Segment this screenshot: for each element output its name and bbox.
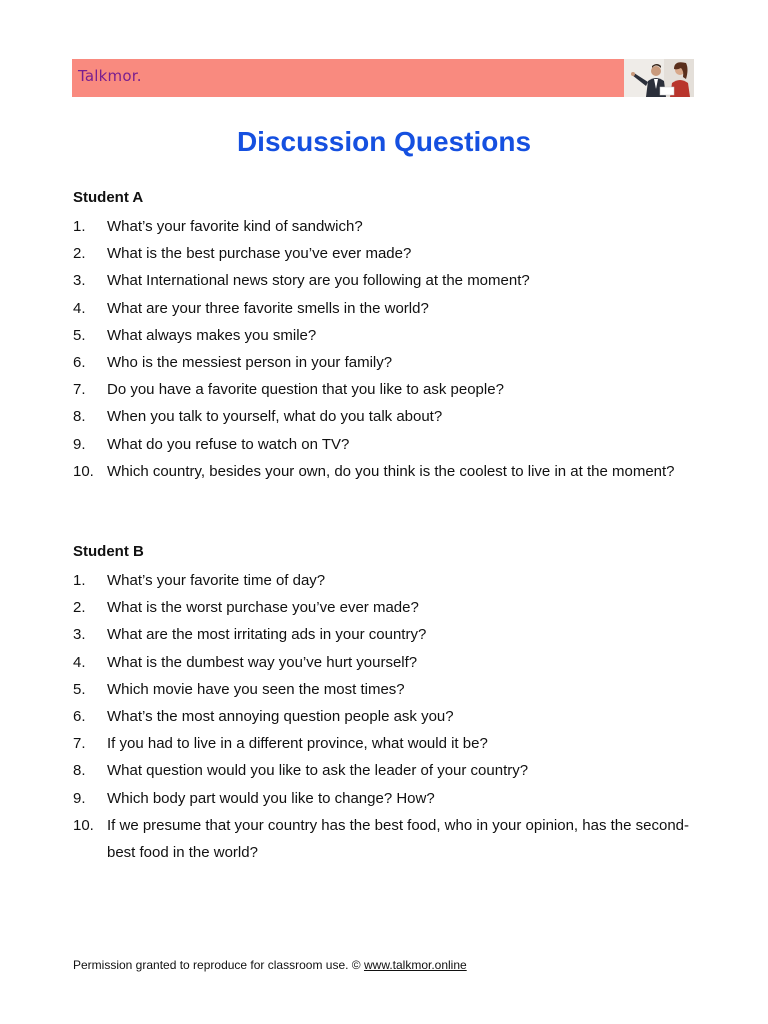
question-number: 4. [73, 299, 86, 317]
question-number: 8. [73, 408, 86, 426]
teacher-students-photo-icon [624, 59, 694, 97]
question-item [73, 594, 693, 621]
section-heading-student-b: Student B [73, 543, 144, 560]
question-text: Which country, besides your own, do you think is the coolest to live in at the moment? [107, 462, 675, 480]
question-text: What is the dumbest way you’ve hurt yourself? [107, 653, 418, 671]
question-text: Which body part would you like to change? How? [107, 789, 435, 807]
question-text: What do you refuse to watch on TV? [107, 435, 350, 453]
question-text: What is the best purchase you’ve ever made? [107, 245, 412, 263]
question-item [73, 676, 693, 703]
question-item [73, 349, 693, 376]
question-item [73, 621, 693, 648]
question-number: 5. [73, 680, 86, 698]
question-number: 1. [73, 218, 86, 235]
question-text: What’s your favorite time of day? [107, 572, 326, 589]
question-number: 9. [73, 435, 86, 453]
question-item [73, 431, 693, 458]
question-text: What are your three favorite smells in the world? [107, 299, 429, 317]
question-number: 2. [73, 245, 86, 263]
question-item [73, 376, 693, 403]
question-item [73, 267, 693, 294]
question-text: What International news story are you following at the moment? [107, 272, 530, 290]
question-number: 6. [73, 354, 86, 372]
question-item [73, 757, 693, 784]
footer-text: Permission granted to reproduce for classroom use. © [73, 958, 364, 972]
question-text: Who is the messiest person in your family? [107, 354, 393, 372]
question-text: If you had to live in a different province, what would it be? [107, 735, 488, 753]
question-item [73, 322, 693, 349]
question-text: What’s the most annoying question people ask you? [107, 708, 454, 726]
question-number: 2. [73, 599, 86, 617]
question-list-student-b [73, 567, 693, 866]
question-item [73, 213, 693, 240]
question-number: 7. [73, 381, 86, 399]
question-number: 10. [73, 816, 94, 834]
section-heading-student-a: Student A [73, 189, 144, 206]
question-text: What is the worst purchase you’ve ever made? [107, 599, 419, 617]
question-item [73, 567, 693, 594]
question-text: Do you have a favorite question that you like to ask people? [107, 381, 504, 399]
question-text: What always makes you smile? [107, 326, 317, 344]
question-text: What are the most irritating ads in your country? [107, 626, 427, 644]
question-item [73, 295, 693, 322]
question-item [73, 403, 693, 430]
question-number: 5. [73, 326, 86, 344]
question-item [73, 649, 693, 676]
question-text: What’s your favorite kind of sandwich? [107, 218, 363, 235]
question-number: 6. [73, 708, 86, 726]
question-text: When you talk to yourself, what do you talk about? [107, 408, 443, 426]
question-item [73, 730, 693, 757]
question-text: Which movie have you seen the most times? [107, 680, 405, 698]
question-item [73, 785, 693, 812]
question-text: What question would you like to ask the leader of your country? [107, 762, 529, 780]
question-item [73, 240, 693, 267]
question-number: 1. [73, 572, 86, 589]
question-number: 8. [73, 762, 86, 780]
brand-logo: Talkmor. [78, 67, 142, 85]
question-number: 9. [73, 789, 86, 807]
question-number: 10. [73, 462, 94, 480]
question-item [73, 458, 693, 485]
question-item [73, 812, 693, 866]
header-banner [72, 59, 694, 97]
page-title: Discussion Questions [236, 126, 532, 157]
footer-website-link[interactable]: www.talkmor.online [363, 958, 467, 972]
question-text: If we presume that your country has the best food, who in your opinion, has the second-best food in the world? [107, 816, 690, 862]
question-number: 3. [73, 272, 86, 290]
question-number: 4. [73, 653, 86, 671]
question-number: 3. [73, 626, 86, 644]
question-item [73, 703, 693, 730]
question-number: 7. [73, 735, 86, 753]
question-list-student-a [73, 213, 693, 485]
footer [73, 958, 467, 972]
